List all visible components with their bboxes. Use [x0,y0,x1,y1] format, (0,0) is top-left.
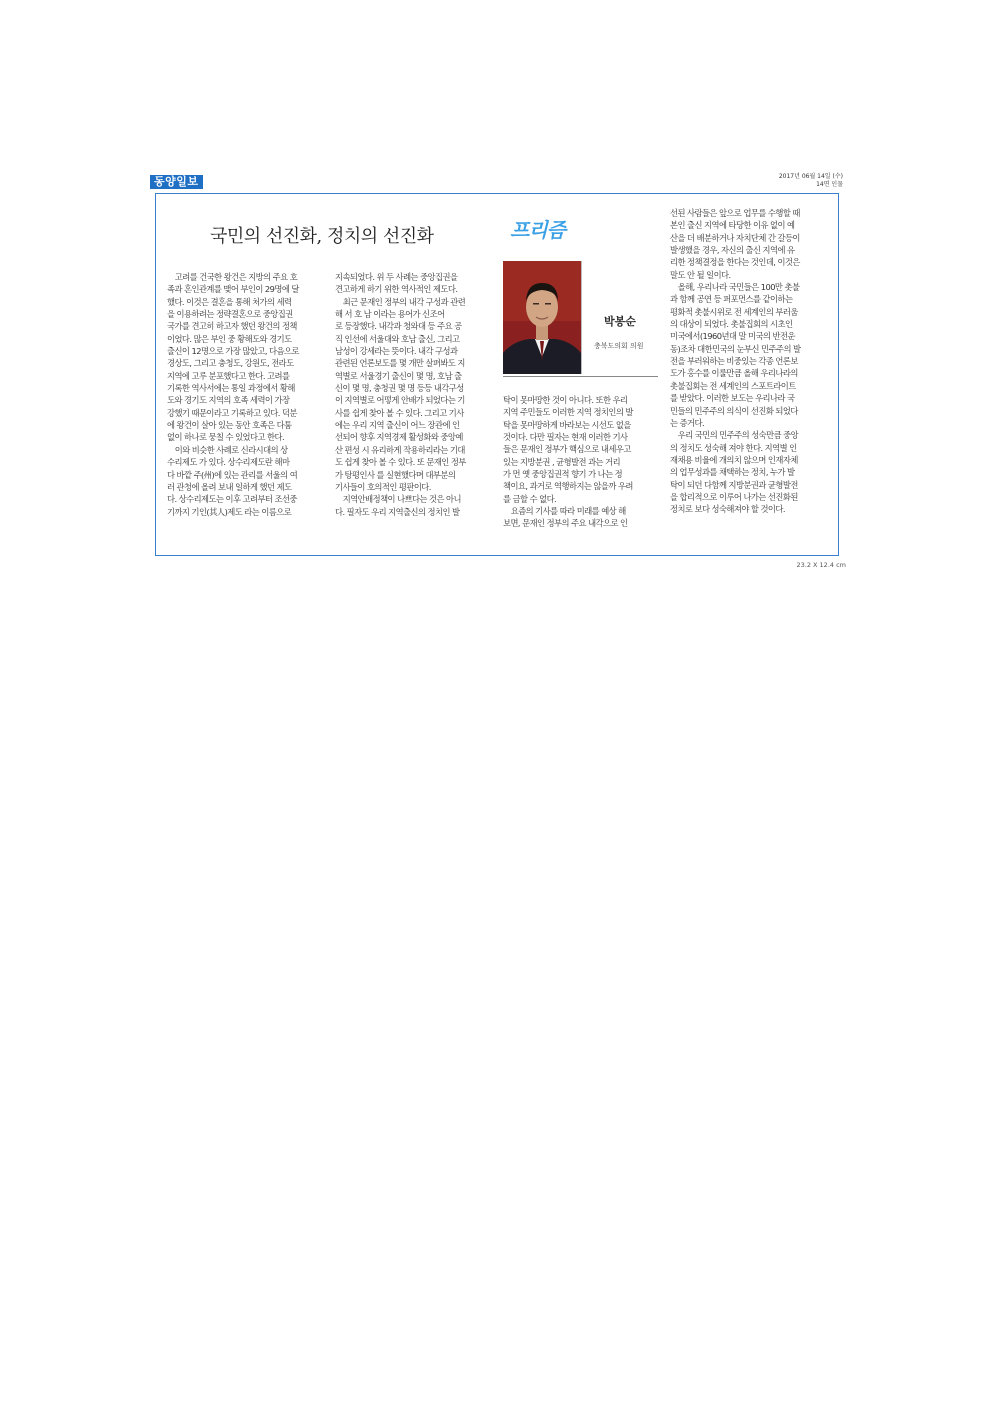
article-line: 에는 우리 지역 출신이 어느 장관에 인 [335,420,460,431]
article-line: 를 금할 수 없다. [503,493,557,504]
article-line: 다. 상수리제도는 이후 고려부터 조선중 [167,494,297,505]
article-line: 본인 출신 지역에 타당한 이유 없이 예 [670,220,795,231]
divider [503,376,658,377]
article-line: 선된 사람들은 앞으로 업무를 수행할 때 [670,208,800,218]
article-line: 민들의 민주주의 의식이 선진화 되었다 [670,405,798,416]
article-line: 미국에서(1960년대 말 미국의 반전운 [670,331,795,342]
article-line: 해 서 호 남 이라는 용어가 신조어 [335,309,445,320]
article-line: 지역에 고루 분포했다고 한다. 고려를 [167,370,290,381]
article-line: 수리제도 가 있다. 상수리제도란 해마 [167,457,290,468]
article-line: 최근 문재인 정부의 내각 구성과 관련 [335,296,466,307]
article-line: 러 관청에 올려 보내 일하게 했던 제도 [167,481,292,492]
article-line: 지역안배정책이 나쁘다는 것은 아니 [335,494,461,505]
article-line: 견고하게 하기 위한 역사적인 제도다. [335,284,458,295]
article-line: 이 지역별로 어떻게 안배가 되었다는 기 [335,395,465,406]
article-line: 이와 비슷한 사례로 신라시대의 상 [167,444,288,455]
section-logo: 프리즘 [510,218,565,242]
article-line: 촛불집회는 전 세계인의 스포트라이트 [670,380,796,391]
article-line: 탁이 되던 다함께 지방분권과 균형발전 [670,479,798,490]
article-line: 리한 정책결정을 한다는 것인데, 이것은 [670,257,800,268]
article-line: 정치로 보다 성숙해져야 할 것이다. [670,504,785,515]
dateline [779,173,843,189]
article-line: 평화적 촛불시위로 전 세계인의 부러움 [670,306,798,317]
article-line: 탁을 못마땅하게 바라보는 시선도 없을 [503,419,631,430]
article-line: 없이 하나로 뭉칠 수 있었다고 한다. [167,432,285,443]
issue-date: 2017년 06월 14일 (수) [778,173,843,180]
article-line: 출신이 12명으로 가장 많았고, 다음으로 [167,346,299,357]
article-line: 는 증거다. [670,417,705,428]
article-line: 다. 필자도 우리 지역출신의 정치인 발 [335,506,460,517]
article-line: 올해, 우리나라 국민들은 100만 촛불 [670,282,800,293]
article-line: 역별로 서울경기 출신이 몇 명, 호남 출 [335,370,462,381]
article-line: 요즘의 기사를 따라 미래를 예상 해 [503,506,626,517]
article-line: 도와 경기도 지역의 호족 세력이 가장 [167,395,290,406]
article-line: 있는 지방분권 , 균형발전 과는 거리 [503,456,621,467]
article-column-4 [670,207,825,516]
article-line: 국가를 견고히 하고자 했던 왕건의 정책 [167,321,297,332]
article-line: 전을 부러워하는 비중있는 각종 언론보 [670,356,798,367]
article-line: 이었다. 많은 부인 중 황해도와 경기도 [167,333,292,344]
newspaper-masthead: 동양일보 [150,175,203,189]
article-line: 을 이용하려는 정략결혼으로 중앙집권 [167,309,293,320]
article-line: 산 편성 시 유리하게 작용하리라는 기대 [335,444,465,455]
article-line: 강했기 때문이라고 기록하고 있다. 덕분 [167,407,297,418]
article-line: 기까지 기인(其人)제도 라는 이름으로 [167,506,292,517]
article-line: 도 쉽게 찾아 볼 수 있다. 또 문재인 정부 [335,457,466,468]
article-line: 로 등장했다. 내각과 청와대 등 주요 공 [335,321,462,332]
article-line: 의 대상이 되었다. 촛불집회의 시초인 [670,319,793,330]
author-portrait [503,261,581,374]
article-line: 가 먼 옛 중앙집권적 향기 가 나는 정 [503,469,623,480]
article-line: 과 함께 공연 등 퍼포먼스를 같이하는 [670,294,793,305]
author-name: 박봉순 [604,315,636,328]
article-line: 것이다. 다만 필자는 현재 이러한 기사 [503,432,628,443]
article-column-1 [167,271,322,518]
article-line: 가 탕평인사 를 실현했다며 대부분의 [335,469,456,480]
article-line: 기록한 역사서에는 통일 과정에서 황해 [167,383,295,394]
article-line: 재채용 비율에 개의치 않으며 인재자체 [670,454,798,465]
article-line: 을 합리적으로 이루어 나가는 선진화된 [670,491,798,502]
clipping-dimensions: 23.2 X 12.4 cm [796,561,846,569]
article-line: 기사들이 호의적인 평판이다. [335,481,431,492]
article-line: 들은 문재인 정부가 핵심으로 내세우고 [503,444,631,455]
article-line: 신이 몇 명, 충청권 몇 명 등등 내각구성 [335,383,464,394]
article-line: 를 받았다. 이러한 보도는 우리나라 국 [670,393,795,404]
article-line: 사를 쉽게 찾아 볼 수 있다. 그리고 기사 [335,407,464,418]
article-line: 도가 홍수를 이룰만큼 올해 우리나라의 [670,368,798,379]
article-line: 산을 더 배분하거나 자치단체 간 갈등이 [670,232,800,243]
article-line: 족과 혼인관계를 맺어 부인이 29명에 달 [167,284,299,295]
article-title: 국민의 선진화, 정치의 선진화 [210,226,434,247]
article-line: 에 왕건이 살아 있는 동안 호족은 다툼 [167,420,292,431]
article-line: 동)조차 대한민국의 눈부신 민주주의 발 [670,343,801,354]
article-line: 지속되었다. 위 두 사례는 중앙집권을 [335,272,458,282]
article-line: 책이요, 과거로 역행하지는 않을까 우려 [503,481,633,492]
article-column-2 [335,271,490,518]
article-line: 발생했을 경우, 자신의 출신 지역에 유 [670,245,795,256]
author-affiliation: 충북도의회 의원 [594,342,644,350]
article-line: 다 바깥 주(州)에 있는 관리를 서울의 여 [167,469,298,480]
article-line: 말도 안 될 일이다. [670,269,731,280]
article-line: 남성이 강세라는 뜻이다. 내각 구성과 [335,346,458,357]
article-line: 우리 국민의 민주주의 성숙만큼 중앙 [670,430,799,441]
article-line: 경상도, 그리고 충청도, 강원도, 전라도 [167,358,294,369]
article-line: 선되어 향후 지역경제 활성화와 중앙예 [335,432,463,443]
article-line: 했다. 이것은 결혼을 통해 처가의 세력 [167,296,292,307]
page-section: 14면 인물 [816,181,843,188]
article-line: 의 업무성과를 채택하는 정치, 누가 발 [670,467,795,478]
article-line: 보면, 문재인 정부의 주요 내각으로 인 [503,518,628,529]
article-line: 직 인선에 서울대와 호남 출신, 그리고 [335,333,460,344]
article-column-3 [503,394,658,530]
article-line: 고려를 건국한 왕건은 지방의 주요 호 [167,272,298,282]
article-line: 지역 주민들도 이러한 지역 정치인의 발 [503,407,633,418]
article-line: 의 정치도 성숙해 져야 한다. 지역별 인 [670,442,797,453]
article-line: 관련된 언론보도를 몇 개만 살펴봐도 지 [335,358,465,369]
article-line: 탁이 못마땅한 것이 아니다. 또한 우리 [503,395,628,405]
